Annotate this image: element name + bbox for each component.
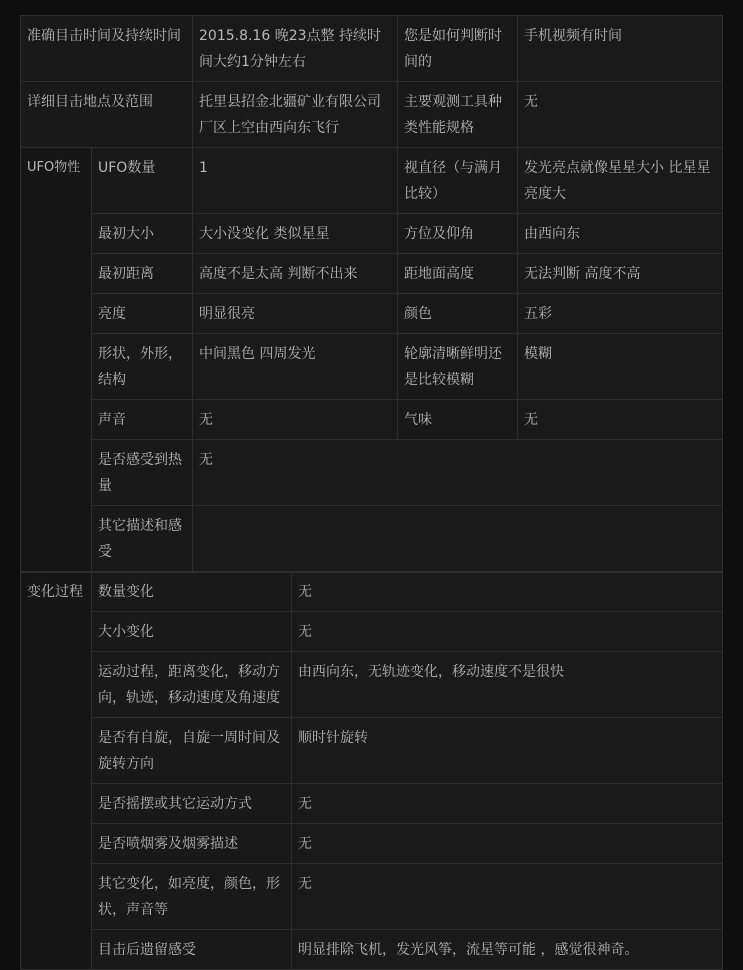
value-cell: 无 bbox=[292, 573, 723, 612]
value-cell: 托里县招金北疆矿业有限公司厂区上空由西向东飞行 bbox=[193, 82, 398, 148]
value-cell: 无 bbox=[193, 440, 723, 506]
report-container bbox=[20, 15, 722, 970]
label-cell: 最初大小 bbox=[92, 214, 193, 254]
label-cell: 距地面高度 bbox=[398, 254, 518, 294]
label-cell: 大小变化 bbox=[92, 612, 292, 652]
label-cell: 最初距离 bbox=[92, 254, 193, 294]
value-cell: 模糊 bbox=[518, 334, 723, 400]
value-cell: 由西向东 bbox=[518, 214, 723, 254]
value-cell: 无 bbox=[518, 82, 723, 148]
table-row bbox=[21, 573, 723, 612]
label-cell: 详细目击地点及范围 bbox=[21, 82, 193, 148]
value-cell: 中间黑色 四周发光 bbox=[193, 334, 398, 400]
label-cell: 您是如何判断时间的 bbox=[398, 16, 518, 82]
label-cell: 声音 bbox=[92, 400, 193, 440]
label-cell: 形状，外形，结构 bbox=[92, 334, 193, 400]
table-row bbox=[21, 400, 723, 440]
value-cell: 无 bbox=[292, 784, 723, 824]
label-cell: UFO数量 bbox=[92, 148, 193, 214]
table-row bbox=[21, 334, 723, 400]
value-cell: 顺时针旋转 bbox=[292, 718, 723, 784]
label-cell: 主要观测工具种类性能规格 bbox=[398, 82, 518, 148]
value-cell: 手机视频有时间 bbox=[518, 16, 723, 82]
group-label-change: 变化过程 bbox=[21, 573, 92, 970]
table-row bbox=[21, 16, 723, 82]
label-cell: 是否喷烟雾及烟雾描述 bbox=[92, 824, 292, 864]
label-cell: 亮度 bbox=[92, 294, 193, 334]
table-row bbox=[21, 930, 723, 970]
label-cell: 其它变化，如亮度，颜色，形状，声音等 bbox=[92, 864, 292, 930]
table-row bbox=[21, 148, 723, 214]
label-cell: 其它描述和感受 bbox=[92, 506, 193, 572]
value-cell: 无 bbox=[292, 824, 723, 864]
value-cell: 由西向东，无轨迹变化，移动速度不是很快 bbox=[292, 652, 723, 718]
table-row bbox=[21, 254, 723, 294]
label-cell: 是否有自旋，自旋一周时间及旋转方向 bbox=[92, 718, 292, 784]
value-cell: 1 bbox=[193, 148, 398, 214]
table-row bbox=[21, 864, 723, 930]
label-cell: 数量变化 bbox=[92, 573, 292, 612]
table-row bbox=[21, 652, 723, 718]
table-row bbox=[21, 294, 723, 334]
value-cell: 明显排除飞机，发光风筝，流星等可能 ，感觉很神奇。 bbox=[292, 930, 723, 970]
label-cell: 视直径（与满月比较） bbox=[398, 148, 518, 214]
label-cell: 颜色 bbox=[398, 294, 518, 334]
value-cell: 2015.8.16 晚23点整 持续时间大约1分钟左右 bbox=[193, 16, 398, 82]
label-cell: 轮廓清晰鲜明还是比较模糊 bbox=[398, 334, 518, 400]
label-cell: 是否摇摆或其它运动方式 bbox=[92, 784, 292, 824]
table-row bbox=[21, 506, 723, 572]
group-label-ufo: UFO物性 bbox=[21, 148, 92, 572]
value-cell: 无 bbox=[292, 864, 723, 930]
table-row bbox=[21, 612, 723, 652]
label-cell: 是否感受到热量 bbox=[92, 440, 193, 506]
change-process-table bbox=[20, 572, 723, 970]
label-cell: 目击后遗留感受 bbox=[92, 930, 292, 970]
value-cell: 无 bbox=[292, 612, 723, 652]
table-row bbox=[21, 718, 723, 784]
label-cell: 运动过程，距离变化，移动方向，轨迹，移动速度及角速度 bbox=[92, 652, 292, 718]
value-cell bbox=[193, 506, 723, 572]
table-row bbox=[21, 82, 723, 148]
label-cell: 方位及仰角 bbox=[398, 214, 518, 254]
table-row bbox=[21, 214, 723, 254]
value-cell: 高度不是太高 判断不出来 bbox=[193, 254, 398, 294]
table-row bbox=[21, 440, 723, 506]
value-cell: 明显很亮 bbox=[193, 294, 398, 334]
table-row bbox=[21, 824, 723, 864]
observation-table bbox=[20, 15, 723, 572]
value-cell: 大小没变化 类似星星 bbox=[193, 214, 398, 254]
value-cell: 五彩 bbox=[518, 294, 723, 334]
label-cell: 准确目击时间及持续时间 bbox=[21, 16, 193, 82]
value-cell: 无 bbox=[193, 400, 398, 440]
value-cell: 无 bbox=[518, 400, 723, 440]
value-cell: 发光亮点就像星星大小 比星星亮度大 bbox=[518, 148, 723, 214]
table-row bbox=[21, 784, 723, 824]
value-cell: 无法判断 高度不高 bbox=[518, 254, 723, 294]
label-cell: 气味 bbox=[398, 400, 518, 440]
